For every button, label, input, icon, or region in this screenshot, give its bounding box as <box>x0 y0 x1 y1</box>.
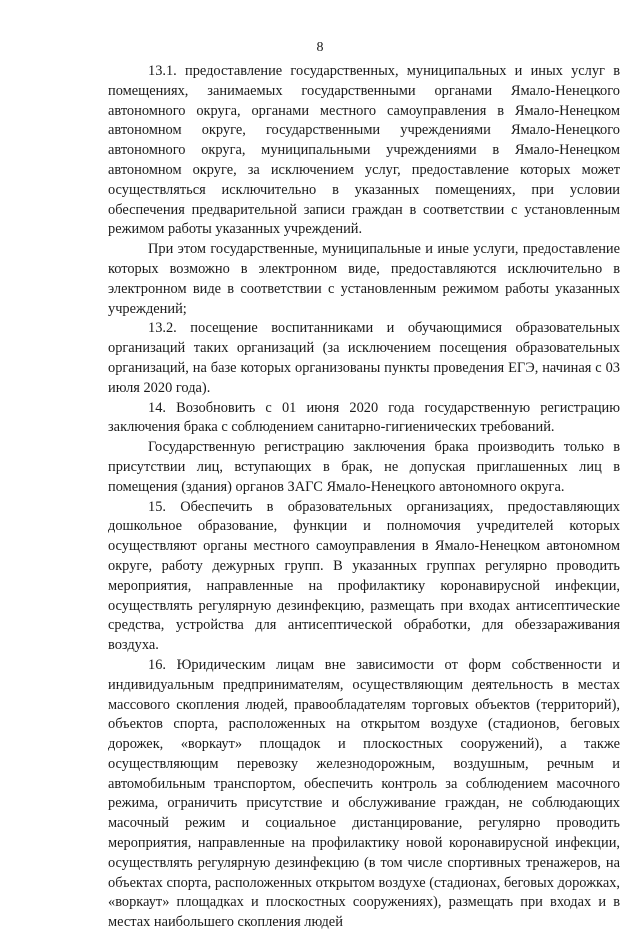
paragraph-14: 14. Возобновить с 01 июня 2020 года государственную регистрацию заключения брака с соблюдением санитарно-гигиенических требований. <box>108 399 620 436</box>
paragraph-16: 16. Юридическим лицам вне зависимости от форм собственности и индивидуальным предпринимателям, осуществляющим деятельность в местах массового скопления людей, правообладателям торговых объектов (территорий), объектов спорта, расположенных на открытом воздухе (стадионов, беговых дорожек, «воркаут» площадок и плоскостных сооружений), а также осуществляющим перевозку железнодорожным, воздушным, речным и автомобильным транспортом, обеспечить контроль за соблюдением масочного режима, ограничить присутствие и обслуживание граждан, не соблюдающих масочный режим и социальное дистанцирование, регулярно проводить мероприятия, направленные на профилактику новой коронавирусной инфекции, осуществлять регулярную дезинфекцию (в том числе спортивных тренажеров, на объектах спорта, расположенных открытом воздухе (стадионах, беговых дорожках, «воркаут» площадках и плоскостных сооружениях), размещать при входах и в местах наибольшего скопления людей <box>108 656 620 931</box>
paragraph-14-continued: Государственную регистрацию заключения брака производить только в присутствии лиц, вступающих в брак, не допуская приглашенных лиц в помещения (здания) органов ЗАГС Ямало-Ненецкого автономного округа. <box>108 439 620 495</box>
paragraph-13-1-continued: При этом государственные, муниципальные и иные услуги, предоставление которых возможно в электронном виде, предоставляются исключительно в электронном виде в соответствии с установленным режимом работы указанных учреждений; <box>108 241 620 317</box>
paragraph-15: 15. Обеспечить в образовательных организациях, предоставляющих дошкольное образование, функции и полномочия учредителей которых осуществляют органы местного самоуправления в Ямало-Ненецком автономном округе, работу дежурных групп. В указанных группах регулярно проводить мероприятия, направленные на профилактику коронавирусной инфекции, осуществлять регулярную дезинфекцию, размещать при входах антисептические средства, устройства для антисептической обработки, для обеззараживания воздуха. <box>108 498 620 654</box>
paragraph-13-1: 13.1. предоставление государственных, муниципальных и иных услуг в помещениях, занимаемых государственными органами Ямало-Ненецкого автономного округа, органами местного самоуправления в Ямало-Ненецком автономном округе, государственными учреждениями Ямало-Ненецкого автономного округа, муниципальными учреждениями в Ямало-Ненецком автономном округе, за исключением услуг, предоставление которых может осуществляться исключительно в указанных помещениях, при условии обеспечения предварительной записи граждан в соответствии с установленным режимом работы указанных учреждений. <box>108 63 620 238</box>
document-body <box>108 62 620 933</box>
paragraph-13-2: 13.2. посещение воспитанниками и обучающимися образовательных организаций таких организаций (за исключением посещения образовательных организаций, на базе которых организованы пункты проведения ЕГЭ, начиная с 03 июля 2020 года). <box>108 320 620 396</box>
page-number: 8 <box>316 40 324 55</box>
